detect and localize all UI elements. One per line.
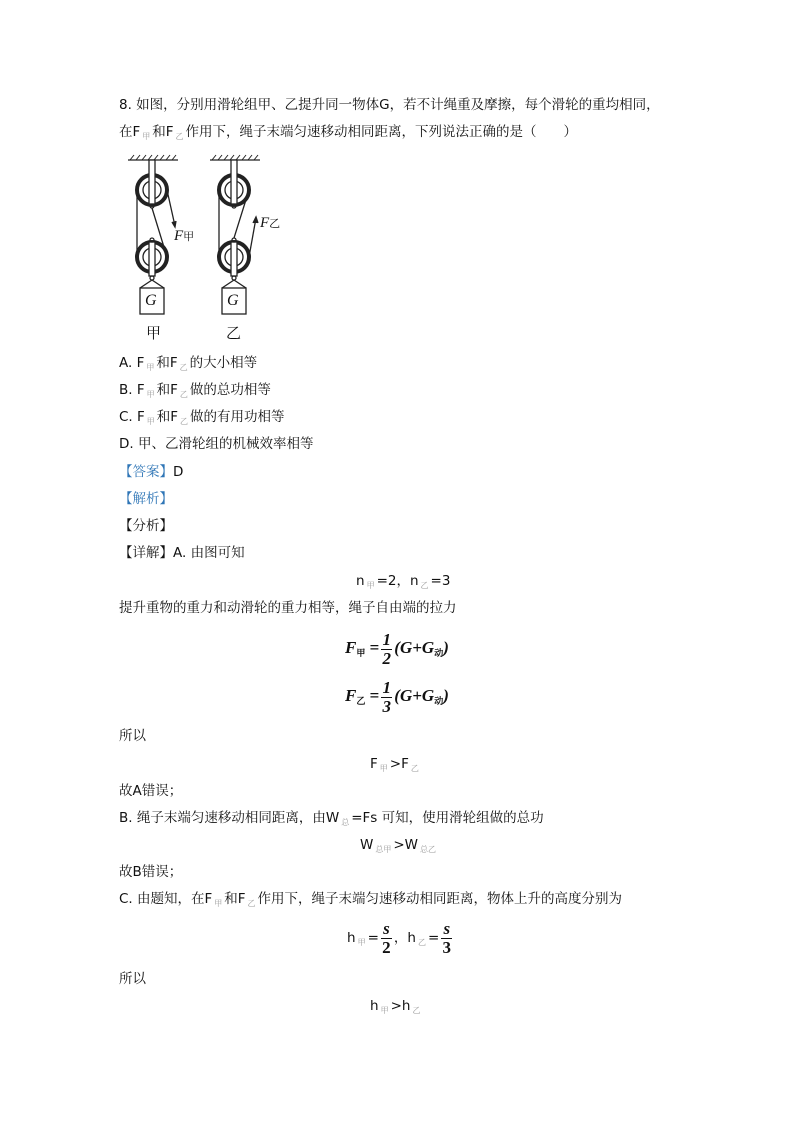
- text: 和F: [152, 124, 174, 140]
- text: A. F: [119, 355, 145, 371]
- question-line-1: 8. 如图，分别用滑轮组甲、乙提升同一物体G，若不计绳重及摩擦，每个滑轮的重均相同，: [119, 97, 660, 113]
- text: B. F: [119, 382, 145, 398]
- text: =: [427, 930, 440, 946]
- subscript: 总: [341, 818, 350, 827]
- option-d: D. 甲、乙滑轮组的机械效率相等: [119, 436, 314, 452]
- n-equation: [356, 572, 450, 595]
- a-wrong: 故A错误；: [119, 783, 183, 799]
- text: F: [345, 638, 357, 657]
- text: ): [443, 686, 449, 705]
- denominator: 2: [382, 937, 391, 957]
- subscript: 乙: [420, 581, 429, 590]
- text: ): [443, 638, 449, 657]
- fenxi-label: 【分析】: [119, 518, 173, 534]
- text: =3: [430, 573, 451, 589]
- fraction: [441, 920, 452, 957]
- text: B. 绳子末端匀速移动相同距离，由W: [119, 810, 340, 826]
- weight-label-jia: G: [145, 292, 157, 309]
- subscript: 乙: [247, 899, 256, 908]
- text: F: [345, 686, 357, 705]
- figure-label-yi: 乙: [226, 324, 242, 342]
- option-a: [119, 354, 257, 377]
- force-label-jia: [174, 227, 194, 246]
- weight-label-yi: G: [227, 292, 239, 309]
- question-line-2: [119, 123, 577, 146]
- c-text: [119, 890, 622, 913]
- text: 做的总功相等: [189, 382, 271, 398]
- fraction: [381, 920, 392, 957]
- compare-w: [360, 836, 438, 859]
- denominator: 3: [442, 937, 451, 957]
- formula-f-jia: [345, 628, 449, 673]
- numerator: s: [443, 918, 451, 938]
- compare-h: [370, 997, 422, 1020]
- a-text: 提升重物的重力和动滑轮的重力相等，绳子自由端的拉力: [119, 600, 457, 616]
- subscript: 甲: [146, 417, 155, 426]
- subscript: 乙: [410, 764, 419, 773]
- numerator: 1: [382, 677, 392, 697]
- text: h: [401, 998, 411, 1014]
- text: F: [370, 756, 378, 772]
- subscript: 甲: [214, 899, 223, 908]
- text: =Fs 可知，使用滑轮组做的总功: [351, 810, 544, 826]
- pulley-figure: [120, 152, 300, 347]
- numerator: s: [383, 918, 390, 938]
- text: h: [407, 930, 416, 946]
- answer-value: D: [173, 464, 184, 480]
- subscript: 乙: [179, 363, 188, 372]
- so-2: 所以: [119, 971, 146, 987]
- subscript: 动: [434, 648, 444, 658]
- text: F: [260, 215, 270, 231]
- denominator: 3: [382, 696, 392, 716]
- subscript: 甲: [380, 1006, 389, 1015]
- subscript: 乙: [417, 938, 426, 947]
- subscript: 甲: [146, 390, 155, 399]
- detail-line: [119, 544, 245, 562]
- subscript: 甲: [356, 648, 366, 658]
- text: 甲: [183, 231, 195, 243]
- text: 乙: [269, 218, 281, 230]
- text: 和F: [156, 409, 179, 425]
- formula-f-yi: [345, 676, 449, 721]
- subscript: 总甲: [375, 845, 392, 854]
- text: >: [390, 998, 402, 1014]
- text: >: [393, 837, 405, 853]
- text: n: [356, 573, 365, 589]
- subscript: 甲: [379, 764, 388, 773]
- subscript: 乙: [412, 1006, 421, 1015]
- text: W: [404, 837, 419, 853]
- so-1: 所以: [119, 728, 146, 744]
- text: (G+G: [394, 638, 435, 657]
- figure-label-jia: 甲: [146, 324, 162, 342]
- numerator: 1: [382, 629, 392, 649]
- b-text: [119, 809, 544, 832]
- b-wrong: 故B错误；: [119, 864, 183, 880]
- text: F: [174, 228, 184, 244]
- text: 和F: [156, 355, 178, 371]
- subscript: 乙: [179, 390, 188, 399]
- text: >: [389, 756, 402, 772]
- text: W: [360, 837, 374, 853]
- subscript: 甲: [366, 581, 375, 590]
- text: 和F: [156, 382, 178, 398]
- text: =: [369, 686, 380, 705]
- subscript: 甲: [142, 132, 151, 141]
- answer-line: [119, 463, 183, 481]
- text: h: [347, 930, 356, 946]
- subscript: 甲: [357, 938, 366, 947]
- text: A. 由图可知: [173, 545, 245, 561]
- text: =2，n: [376, 573, 419, 589]
- h-equation: [347, 918, 454, 963]
- option-c: [119, 408, 285, 431]
- compare-f: [370, 755, 421, 778]
- text: C. F: [119, 409, 145, 425]
- text: 的大小相等: [189, 355, 258, 371]
- text: 作用下，绳子末端匀速移动相同距离，物体上升的高度分别为: [257, 891, 623, 907]
- subscript: 乙: [356, 696, 366, 706]
- text: 在F: [119, 124, 141, 140]
- option-b: [119, 381, 271, 404]
- text: 做的有用功相等: [190, 409, 285, 425]
- subscript: 总乙: [420, 845, 437, 854]
- denominator: 2: [382, 648, 392, 668]
- subscript: 乙: [175, 132, 184, 141]
- fraction: [381, 631, 392, 668]
- subscript: 动: [434, 696, 444, 706]
- text: =: [369, 638, 380, 657]
- answer-label: 【答案】: [119, 464, 173, 480]
- text: ，: [393, 930, 408, 946]
- text: F: [401, 756, 409, 772]
- force-label-yi: [260, 214, 280, 233]
- text: 作用下，绳子末端匀速移动相同距离，下列说法正确的是（ ）: [185, 124, 578, 140]
- text: (G+G: [394, 686, 435, 705]
- detail-label: 【详解】: [119, 545, 173, 561]
- text: C. 由题知，在F: [119, 891, 213, 907]
- analysis-label: 【解析】: [119, 491, 173, 507]
- text: =: [367, 930, 379, 946]
- text: 和F: [224, 891, 246, 907]
- subscript: 甲: [146, 363, 155, 372]
- subscript: 乙: [180, 417, 189, 426]
- fraction: [381, 679, 392, 716]
- text: h: [370, 998, 379, 1014]
